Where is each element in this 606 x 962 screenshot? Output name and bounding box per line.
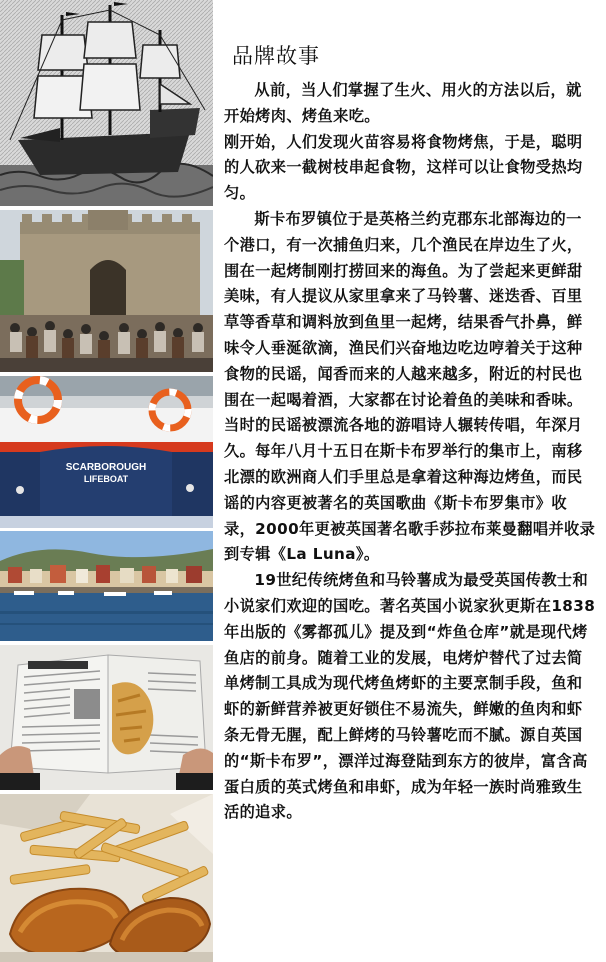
lifeboat-name-line1: SCARBOROUGH (65, 462, 147, 473)
fish-and-chips-closeup-photo (0, 794, 213, 962)
scarborough-lifeboat-photo (0, 376, 213, 528)
town-gate-crowd-photo (0, 210, 213, 372)
harbour-town-photo (0, 531, 213, 641)
page-title: 品牌故事 (232, 44, 320, 69)
newspaper-fish-and-chips-photo (0, 645, 213, 790)
story-paragraph-1: 从前，当人们掌握了生火、用火的方法以后，就开始烤肉、烤鱼来吃。 (224, 81, 582, 125)
brand-story-text (224, 78, 596, 826)
sailing-ship-engraving (0, 0, 213, 206)
story-paragraph-4: 19世纪传统烤鱼和马铃薯成为最受英国传教士和小说家们欢迎的国吃。著名英国小说家狄更斯在1838年出版的《雾都孤儿》提及到“炸鱼仓库”就是现代烤鱼店的前身。随着工业的发展，电烤炉替代了过去简单烤制工具成为现代烤鱼烤虾的主要烹制手段，鱼和虾的新鲜营养被更好锁住不易流失，鲜嫩的鱼肉和虾条无骨无腥，配上鲜烤的马铃薯吃而不腻。源自英国的“斯卡布罗”，漂洋过海登陆到东方的彼岸，富含高蛋白质的英式烤鱼和串虾，成为年轻一族时尚雅致生活的追求。 (224, 571, 596, 822)
story-paragraph-3: 斯卡布罗镇位于是英格兰约克郡东北部海边的一个港口，有一次捕鱼归来，几个渔民在岸边生了火，围在一起烤制刚打捞回来的海鱼。为了尝起来更鲜甜美味，有人提议从家里拿来了马铃薯、迷迭香、百里草等香草和调料放到鱼里一起烤，结果香气扑鼻，鲜味令人垂涎欲滴，渔民们兴奋地边吃边哼着关于这种食物的民谣，闻香而来的人越来越多，附近的村民也围在一起喝着酒，大家都在讨论着鱼的美味和香味。当时的民谣被漂流各地的游唱诗人辗转传唱，年深月久。每年八月十五日在斯卡布罗举行的集市上，南移北漂的欧洲商人们手里总是拿着这种海边烤鱼，而民谣的内容更被著名的英国歌曲《斯卡布罗集市》收录，2000年更被英国著名歌手莎拉布莱曼翻唱并收录到专辑《La Luna》。 (224, 209, 596, 564)
lifeboat-name-line2: LIFEBOAT (83, 474, 129, 484)
photo-column (0, 0, 213, 962)
story-paragraph-2: 刚开始，人们发现火苗容易将食物烤焦，于是，聪明的人砍来一截树枝串起食物，这样可以让食物受热均匀。 (224, 132, 583, 203)
